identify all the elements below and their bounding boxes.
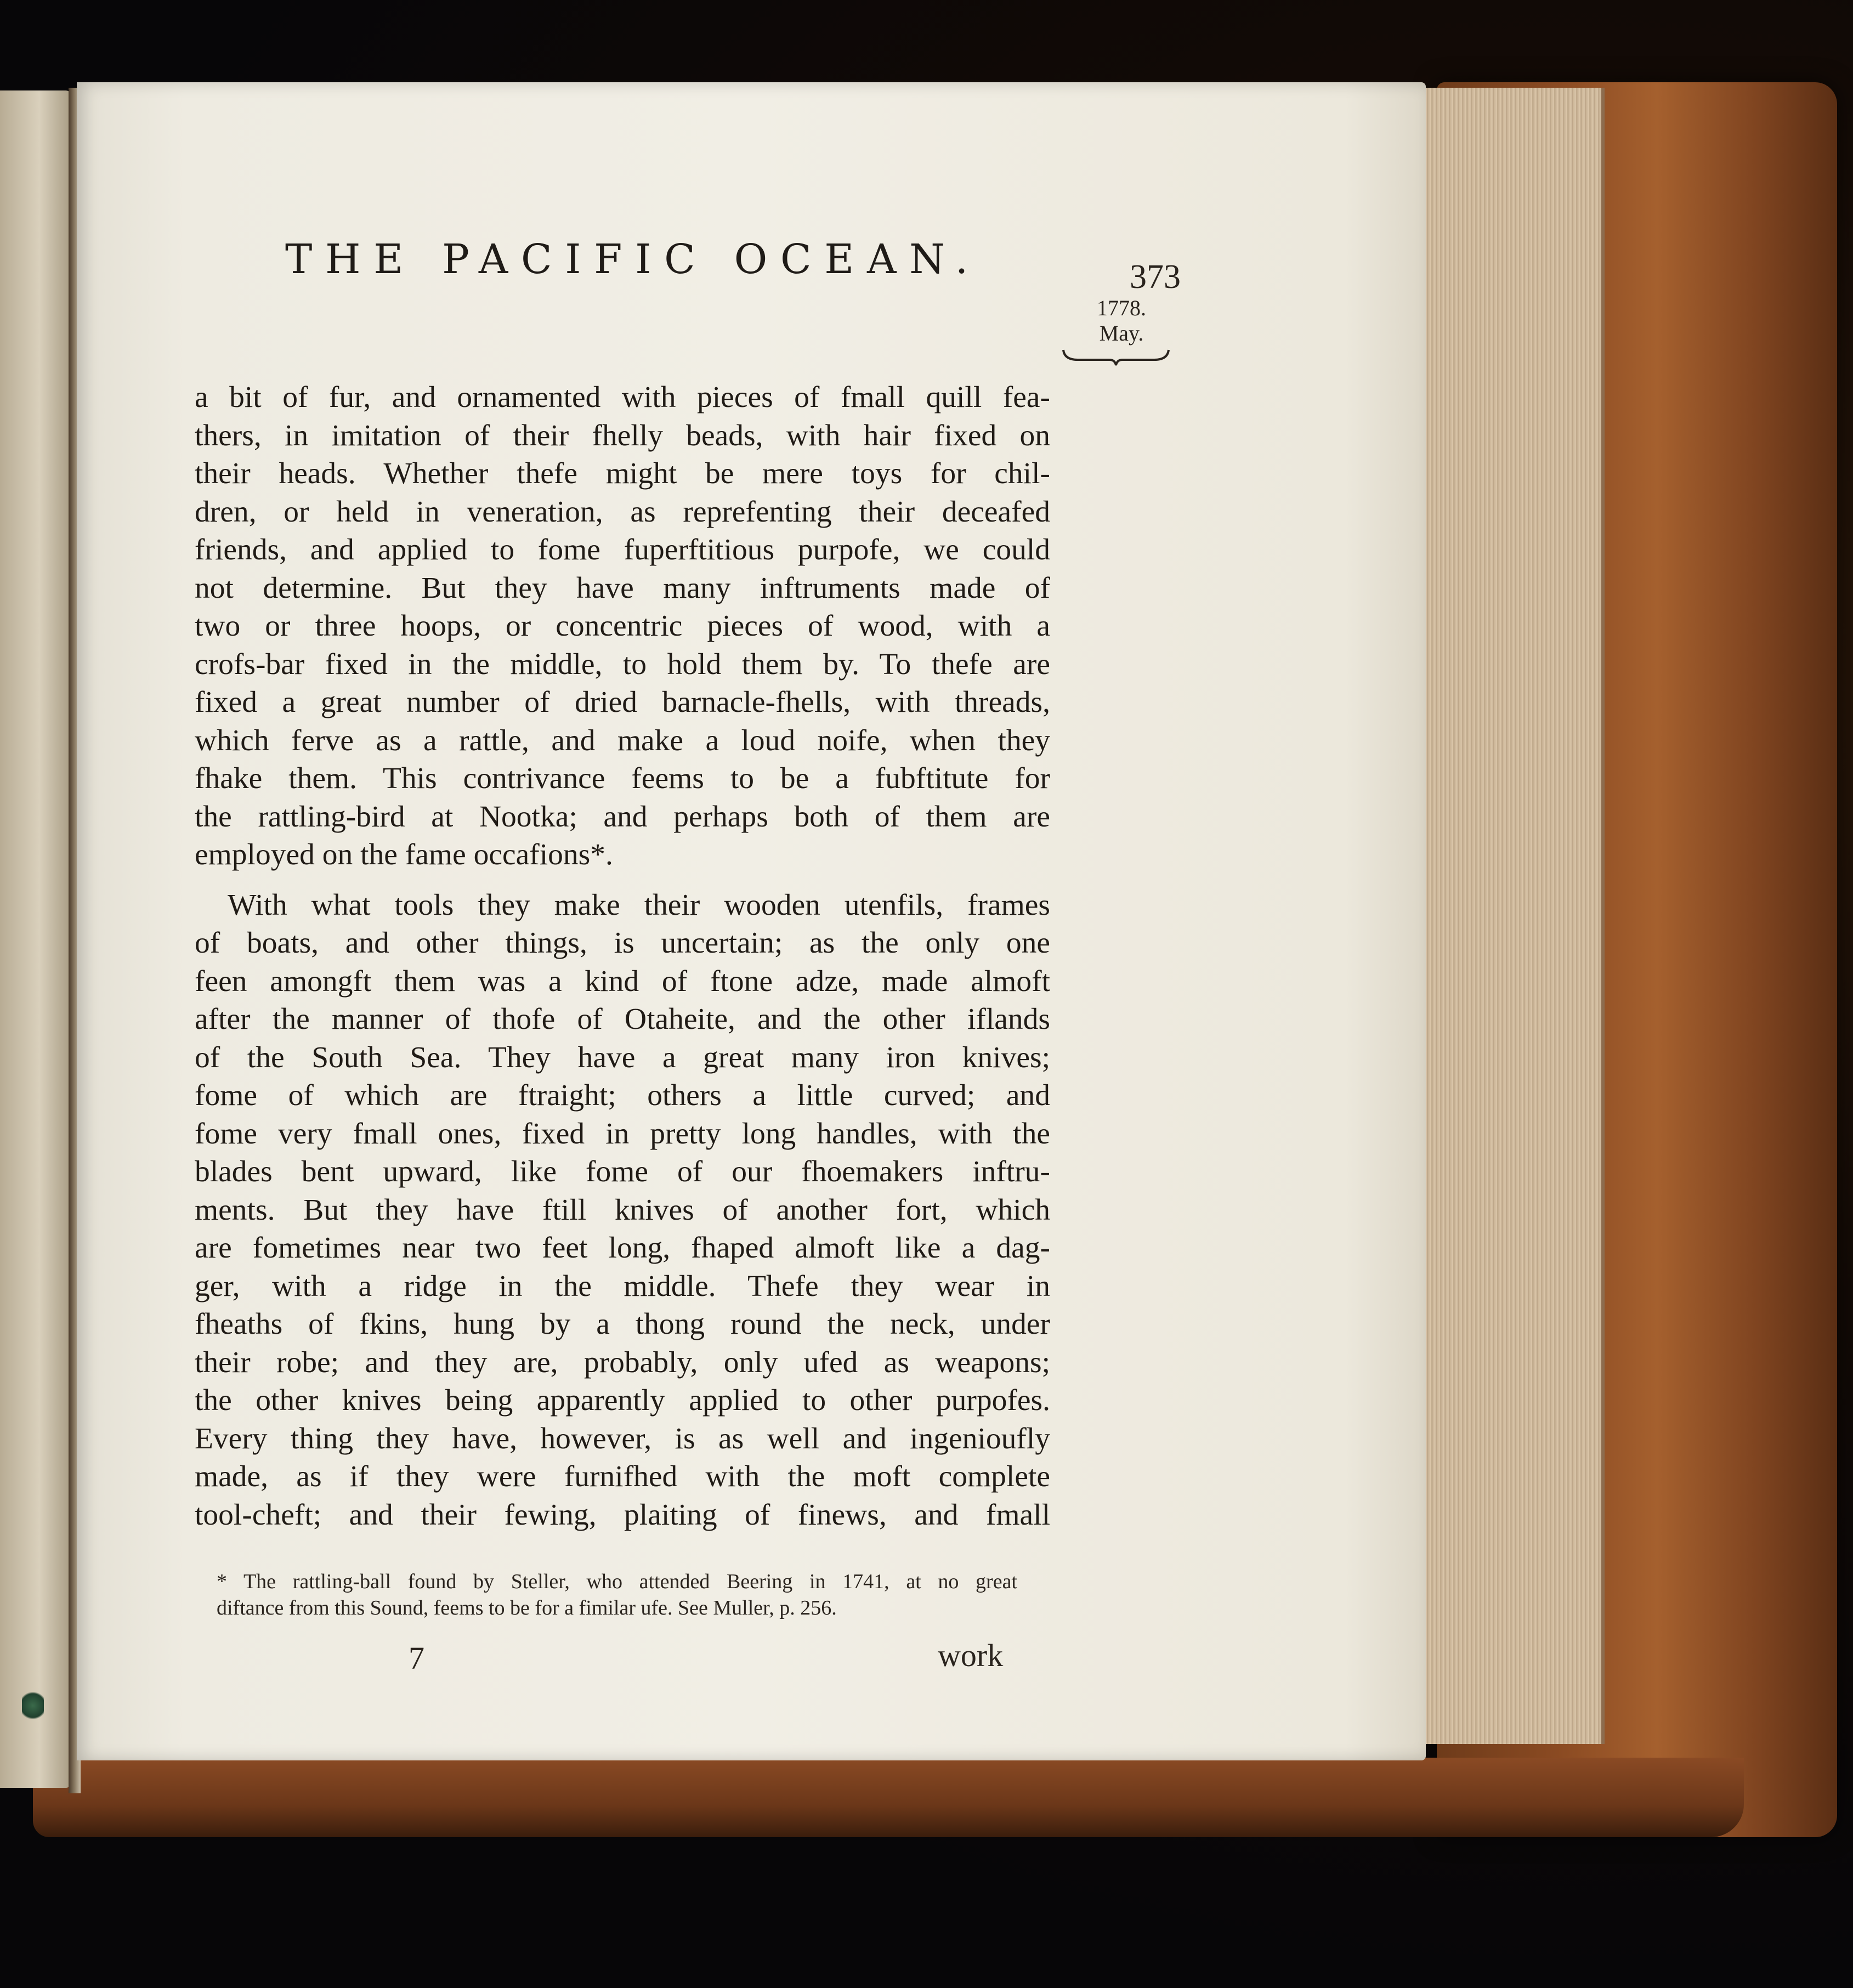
text-line: their robe; and they are, probably, only ufed as weapons;: [195, 1345, 1050, 1379]
text-line: the other knives being apparently applied to other purpofes.: [195, 1384, 1050, 1417]
margin-note-month: May.: [1099, 321, 1144, 346]
text-line: feen amongft them was a kind of ftone adze, made almoft: [195, 964, 1050, 998]
text-line: tool-cheft; and their fewing, plaiting of finews, and fmall: [195, 1498, 1050, 1532]
paragraph-gap: [195, 874, 1050, 886]
text-line: ments. But they have ftill knives of another fort, which: [195, 1193, 1050, 1227]
text-line: thers, in imitation of their fhelly beads, with hair fixed on: [195, 418, 1050, 452]
text-line: of the South Sea. They have a great many iron knives;: [195, 1040, 1050, 1074]
margin-brace-icon: [1061, 346, 1171, 367]
text-line: the rattling-bird at Nootka; and perhaps both of them are: [195, 800, 1050, 834]
text-line: ger, with a ridge in the middle. Thefe they wear in: [195, 1269, 1050, 1303]
page-block-fore-edge: [1420, 88, 1605, 1744]
facing-page-edge: [0, 90, 71, 1788]
margin-note-year: 1778.: [1097, 296, 1146, 320]
leather-cover-bottom-edge: [33, 1758, 1744, 1837]
text-line: not determine. But they have many inftruments made of: [195, 571, 1050, 605]
footnote-line: diftance from this Sound, feems to be for a fimilar ufe. See Muller, p. 256.: [217, 1596, 837, 1619]
text-line: which ferve as a rattle, and make a loud noife, when they: [195, 723, 1050, 757]
signature-mark: 7: [409, 1640, 424, 1676]
text-line: made, as if they were furnifhed with the moft complete: [195, 1460, 1050, 1493]
footnote: [217, 1568, 1017, 1621]
page-number: 373: [1130, 258, 1181, 296]
text-line: Every thing they have, however, is as well and ingenioufly: [195, 1421, 1050, 1455]
text-line: of boats, and other things, is uncertain; as the only one: [195, 926, 1050, 960]
text-line: fheaths of fkins, hung by a thong round the neck, under: [195, 1307, 1050, 1341]
text-line: fome of which are ftraight; others a little curved; and: [195, 1079, 1050, 1112]
text-line: are fometimes near two feet long, fhaped almoft like a dag-: [195, 1231, 1050, 1265]
catchword: work: [938, 1638, 1004, 1673]
footnote-line: * The rattling-ball found by Steller, who attended Beering in 1741, at no great: [217, 1570, 1017, 1593]
text-line: fhake them. This contrivance feems to be a fubftitute for: [195, 762, 1050, 795]
text-line: fixed a great number of dried barnacle-fhells, with threads,: [195, 686, 1050, 719]
paragraph-1: [195, 378, 1050, 874]
text-line: With what tools they make their wooden utenfils, frames: [228, 888, 1050, 922]
text-line: after the manner of thofe of Otaheite, and the other iflands: [195, 1003, 1050, 1036]
running-head: THE PACIFIC OCEAN.: [285, 236, 981, 283]
text-line: blades bent upward, like fome of our fhoemakers inftru-: [195, 1155, 1050, 1188]
paragraph-2: [195, 886, 1050, 1534]
text-line: fome very fmall ones, fixed in pretty long handles, with the: [195, 1117, 1050, 1151]
text-line: friends, and applied to fome fuperftitious purpofe, we could: [195, 533, 1050, 567]
text-line: their heads. Whether thefe might be mere toys for chil-: [195, 457, 1050, 490]
text-line: two or three hoops, or concentric pieces of wood, with a: [195, 609, 1050, 643]
text-line: employed on the fame occafions*.: [195, 838, 613, 871]
body-text: [195, 378, 1050, 1534]
spine-thread: [22, 1689, 44, 1722]
text-line: dren, or held in veneration, as reprefenting their deceafed: [195, 495, 1050, 529]
text-line: crofs-bar fixed in the middle, to hold them by. To thefe are: [195, 647, 1050, 681]
text-line: a bit of fur, and ornamented with pieces of fmall quill fea-: [195, 381, 1050, 414]
